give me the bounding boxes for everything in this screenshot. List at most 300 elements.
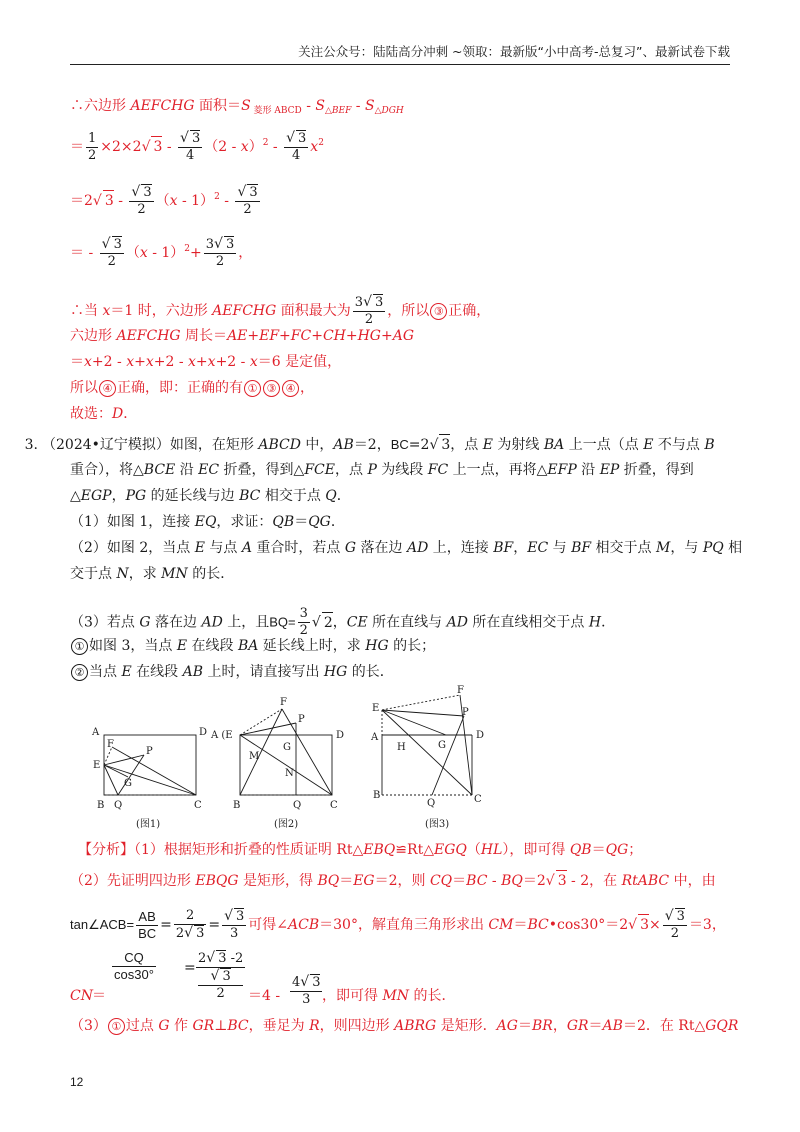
text: 是矩形，得	[238, 873, 318, 889]
text: 菱形 ABCD	[250, 106, 302, 116]
label-b: B	[373, 790, 381, 801]
solution-line-5	[70, 294, 490, 328]
text: 面积＝	[194, 98, 242, 114]
text: 相交于点	[260, 488, 326, 504]
text: -	[162, 139, 177, 155]
numerator: AB	[136, 909, 158, 926]
text: ＝	[452, 873, 467, 889]
text: △BEF	[325, 106, 352, 116]
text: ＝	[70, 139, 84, 155]
text: 所以	[70, 380, 98, 396]
text: x	[207, 354, 216, 370]
text: - 1）	[177, 193, 215, 209]
fraction	[298, 606, 310, 639]
text: - 1）	[147, 245, 185, 261]
text: CE	[346, 614, 368, 631]
text: 过点	[125, 1018, 159, 1034]
text: •cos30°＝2	[548, 917, 629, 933]
problem-statement-line-3	[70, 486, 351, 506]
text: ＝	[70, 354, 84, 370]
text: G	[139, 614, 151, 631]
text: N	[116, 566, 129, 582]
numerator: CQ	[112, 950, 156, 967]
text: GQR	[705, 1018, 739, 1034]
line-eg	[104, 765, 128, 777]
text: x	[169, 193, 178, 209]
label-n: N	[285, 768, 294, 779]
label-b: B	[97, 800, 105, 811]
text: EQ	[194, 514, 217, 530]
text: ），即可得	[502, 842, 570, 858]
text: ，	[300, 380, 314, 396]
text: ＝2，	[353, 437, 391, 453]
line-ep	[240, 723, 296, 735]
text: EP	[599, 462, 620, 478]
text: 相交于点	[591, 540, 657, 556]
solution-line-7	[70, 352, 341, 372]
denominator: 4	[292, 148, 301, 163]
radicand: 3	[222, 969, 231, 984]
text: 上，且	[222, 614, 270, 631]
label-a: A	[371, 732, 379, 743]
fraction: $\frac{4√ 3}{3}$	[292, 974, 321, 1007]
text: A	[241, 540, 252, 556]
label-c: C	[330, 800, 338, 811]
label-q: Q	[114, 800, 123, 811]
text: ACB	[288, 917, 320, 933]
circled-number: ④	[99, 380, 116, 397]
text: BCE	[143, 462, 176, 478]
text: 4	[292, 975, 301, 990]
figure-2-labels	[210, 697, 344, 830]
text: +2 -	[153, 354, 189, 370]
text: 的延长线与边	[146, 488, 240, 504]
text: ＝	[517, 1018, 532, 1034]
text: QG	[308, 514, 331, 530]
text: 重合），将△	[70, 462, 144, 478]
text: 3	[354, 295, 364, 310]
text: EG	[353, 873, 375, 889]
label-d: D	[199, 727, 208, 738]
page-header	[70, 40, 730, 65]
text: FC	[427, 462, 449, 478]
text: ，	[238, 245, 253, 261]
text: x	[84, 354, 92, 370]
denominator: cos30°	[114, 967, 154, 982]
solution-line-6	[70, 326, 414, 346]
text: EBQ	[363, 842, 396, 858]
label-p: P	[146, 746, 153, 757]
text: ABCD	[258, 437, 301, 453]
text: 2	[262, 138, 269, 148]
caption-figure-2: (图2)	[274, 819, 299, 830]
text: ．	[330, 514, 345, 530]
label-a: A	[92, 727, 100, 738]
text: H	[588, 614, 602, 631]
line-ec	[104, 765, 196, 795]
analysis-line-2: （2）先证明四边形 EBQG 是矩形，得 BQ＝EG＝2，则 CQ＝BC - BQ＝2√ 3 - 2，在 RtABC 中，由	[70, 870, 716, 891]
text: HG	[323, 664, 348, 680]
text: AD	[201, 614, 223, 631]
text: x	[240, 139, 249, 155]
text: RtABC	[621, 873, 670, 889]
line-pq	[118, 755, 144, 795]
text: 2	[318, 138, 324, 148]
text: +2 -	[215, 354, 250, 370]
text: -	[268, 139, 283, 155]
radicand: 3	[556, 870, 567, 891]
text: E	[176, 638, 188, 654]
solution-line-8	[70, 378, 314, 398]
text: ，	[111, 488, 126, 504]
denominator: BC	[138, 925, 157, 941]
question-1	[70, 512, 345, 532]
text: 折叠，得到	[619, 462, 694, 478]
text: ＝ -	[70, 245, 98, 261]
fraction: $\frac{3√ 3}{2}$	[205, 236, 235, 269]
label-d: D	[476, 730, 485, 741]
fraction: $\frac{√ 3}{2}$	[664, 908, 685, 941]
text: 折叠，得到△	[219, 462, 305, 478]
text: ，即可得	[322, 988, 383, 1004]
radicand: 3	[312, 975, 321, 990]
text: AEFCHG	[116, 328, 181, 344]
text: PG	[125, 488, 147, 504]
text: EC	[527, 540, 549, 556]
text: （2 -	[204, 139, 241, 155]
text: 作	[169, 1018, 193, 1034]
denominator: 2	[88, 147, 97, 163]
text: -	[113, 193, 128, 209]
text: ＝2．在 Rt△	[622, 1018, 706, 1034]
text: x	[126, 354, 135, 370]
text: 落在边	[150, 614, 202, 631]
text: 的长．	[187, 566, 235, 582]
radicand: 3	[439, 434, 450, 455]
text: ＝2	[522, 873, 546, 889]
text: +	[134, 354, 146, 370]
text: -	[351, 98, 365, 114]
text: 如图 3，当点	[89, 638, 177, 654]
denominator: 2	[299, 623, 308, 638]
text: B	[704, 437, 715, 453]
question-2	[70, 538, 742, 558]
text: =	[208, 917, 221, 933]
solution-line-9	[70, 404, 137, 424]
line-ec	[382, 710, 472, 795]
text: ∴六边形	[70, 98, 131, 114]
text: Q	[325, 488, 337, 504]
text: BQ	[317, 873, 340, 889]
text: ．	[123, 406, 138, 422]
text: AB	[602, 1018, 623, 1034]
text: +2 -	[91, 354, 127, 370]
text: P	[367, 462, 377, 478]
fraction-nested: 2√ 3 -2 √ 3 2	[198, 950, 244, 1001]
radicand: 3	[196, 926, 205, 941]
solution-line-4	[70, 236, 252, 270]
denominator: 2	[670, 926, 679, 941]
text: QB	[272, 514, 295, 530]
numerator: 3	[299, 606, 308, 621]
text: 重合时，若点	[251, 540, 345, 556]
text: 落在边	[356, 540, 407, 556]
figure-3	[382, 695, 472, 795]
fraction: $\frac{√ 3}{2}$	[131, 184, 152, 217]
radicand: 3	[638, 914, 649, 935]
caption-figure-1: (图1)	[136, 819, 161, 830]
denominator: 2	[107, 254, 116, 269]
text: BF	[571, 540, 592, 556]
text: BR	[531, 1018, 553, 1034]
label-c: C	[194, 800, 202, 811]
problem-statement-line-1: 3. （2024•辽宁模拟）如图，在矩形 ABCD 中，AB＝2，BC=2√ 3，点 E 为射线 BA 上一点（点 E 不与点 B	[10, 434, 715, 455]
denominator: 2	[243, 202, 252, 217]
fraction: $\frac{√ 3}{4}$	[180, 130, 201, 163]
radicand: 3	[143, 185, 152, 200]
text: -	[487, 873, 502, 889]
analysis-line-1	[78, 840, 642, 860]
fraction: $\frac{√ 3}{2}$	[237, 184, 258, 217]
text: （2024•辽宁模拟）如图，在矩形	[42, 437, 259, 453]
label-g: G	[438, 740, 446, 751]
text: ＝4 -	[248, 988, 281, 1004]
text: △DGH	[374, 106, 404, 116]
text: ，	[513, 540, 528, 556]
text: 是矩形．	[436, 1018, 497, 1034]
text: =2	[408, 437, 430, 453]
text: ＝1 时，六边形	[110, 303, 213, 319]
text: 在线段	[187, 638, 238, 654]
text: ⊥	[214, 1018, 228, 1034]
text: AD	[446, 614, 468, 631]
text: 的长．	[347, 664, 394, 680]
text: ＝6 是定值，	[257, 354, 342, 370]
radicand: 3	[218, 951, 227, 966]
text: ，求	[128, 566, 162, 582]
text: 与	[548, 540, 572, 556]
radicand: 3	[298, 131, 307, 146]
text: ＝3，	[688, 917, 726, 933]
text: ，垂足为	[248, 1018, 310, 1034]
text: ≌Rt△	[395, 842, 434, 858]
denominator: 2	[364, 312, 374, 327]
figure-3-labels	[370, 685, 484, 830]
text: EBQG	[195, 873, 239, 889]
text: 上一点，再将△	[448, 462, 548, 478]
text: 与点	[204, 540, 242, 556]
text: 的长；	[388, 638, 436, 654]
text: PQ	[702, 540, 724, 556]
denominator: 2	[215, 254, 225, 269]
rectangle-abcd	[104, 735, 196, 795]
line-ef	[382, 695, 460, 710]
text: ＝	[92, 988, 106, 1004]
text: x	[139, 245, 148, 261]
text: AE+EF+FC+CH+HG+AG	[227, 328, 415, 344]
text: BA	[543, 437, 565, 453]
text: ＝2，则	[374, 873, 430, 889]
text: ，所以	[387, 303, 430, 319]
text: 相	[723, 540, 743, 556]
analysis-line-5	[70, 1016, 738, 1036]
text: 2	[175, 926, 185, 941]
text: 沿	[175, 462, 199, 478]
text: D	[112, 406, 124, 422]
label-b: B	[233, 800, 241, 811]
radicand: 3	[676, 909, 685, 924]
text: -2	[226, 951, 244, 966]
circled-number: ③	[263, 380, 280, 397]
text: 故选：	[70, 406, 112, 422]
text: 上时，请直接写出	[203, 664, 324, 680]
fraction: $\frac{2}{2√ 3}$	[175, 908, 205, 941]
text: 当点	[89, 664, 122, 680]
text: 3	[205, 237, 215, 252]
analysis-tag: 【分析】	[78, 842, 134, 858]
text: 2	[198, 951, 207, 966]
denominator: 2	[216, 986, 225, 1001]
analysis-line-4	[70, 950, 670, 1008]
text: 所在直线相交于点	[467, 614, 589, 631]
text: （	[466, 842, 481, 858]
text: AG	[496, 1018, 518, 1034]
text: ＝	[513, 917, 528, 933]
fraction: $\frac{3√ 3}{2}$	[354, 294, 384, 327]
text: ）	[248, 139, 263, 155]
text: ，点	[450, 437, 483, 453]
text: HG	[365, 638, 389, 654]
text: （3）若点	[70, 614, 140, 631]
text: ．	[336, 488, 351, 504]
text: （	[155, 193, 170, 209]
text: G	[344, 540, 357, 556]
text: G	[158, 1018, 170, 1034]
circled-number: ④	[282, 380, 299, 397]
text: （2）如图 2，当点	[70, 540, 195, 556]
line-eq	[104, 765, 118, 795]
text: R	[309, 1018, 320, 1034]
radicand: 3	[249, 185, 258, 200]
text: 上，连接	[428, 540, 494, 556]
circled-number: ①	[108, 1018, 125, 1035]
text: GR	[192, 1018, 215, 1034]
text: AB	[182, 664, 203, 680]
figures	[90, 685, 510, 835]
text: E	[194, 540, 205, 556]
question-3-part-2	[70, 662, 394, 682]
text: ，与	[670, 540, 703, 556]
text: - 2，在	[566, 873, 622, 889]
fraction	[112, 950, 156, 983]
caption-figure-3: (图3)	[425, 819, 450, 830]
text: 延长线上时，求	[258, 638, 366, 654]
label-d: D	[336, 730, 345, 741]
fraction	[86, 131, 98, 164]
text: （1）如图 1，连接	[70, 514, 195, 530]
text: ＝	[588, 1018, 603, 1034]
text: CN	[70, 988, 93, 1004]
text: CM	[488, 917, 514, 933]
text: BF	[493, 540, 514, 556]
text: =	[160, 917, 172, 933]
text: AD	[406, 540, 429, 556]
text: x	[310, 139, 319, 155]
text: x	[188, 354, 196, 370]
text: S	[365, 98, 375, 114]
text: 2	[184, 244, 191, 254]
numerator: 2	[174, 908, 206, 925]
label-f: F	[107, 739, 114, 750]
solution-line-2: ＝ $\frac{1}{2}$ ×2×2√ 3 - $\frac{√ 3}{4}$ （2 - x）$^2$ - $\frac{√ 3}{4}$ $x^2$	[70, 130, 324, 163]
text: ＝	[294, 514, 309, 530]
label-m: M	[249, 751, 260, 762]
radicand: 3	[151, 136, 162, 157]
text: （3）	[70, 1018, 107, 1034]
fraction	[136, 909, 158, 942]
text: 中，由	[669, 873, 716, 889]
fraction: $\frac{√ 3}{3}$	[224, 908, 245, 941]
text: tan∠ACB=	[70, 917, 135, 932]
text: S	[315, 98, 325, 114]
text: 不与点	[653, 437, 705, 453]
problem-number: 3.	[24, 437, 38, 453]
text: E	[643, 437, 654, 453]
label-g: G	[124, 778, 132, 789]
text: 的长．	[409, 988, 456, 1004]
text: -	[219, 193, 234, 209]
figure-1	[104, 735, 196, 795]
radicand: 3	[236, 909, 245, 924]
text: BC	[239, 488, 261, 504]
text: ＝2	[70, 193, 93, 209]
analysis-line-3: tan∠ACB= $\frac{AB}{BC}$ = $\frac{2}{2√ 3}$ = $\frac{√ 3}{3}$ 可得∠ACB＝30°，解直角三角形求出 CM＝BC•cos30°＝2√ 3× $\frac{√ 3}{2}$ ＝3，	[70, 908, 726, 941]
label-f: F	[280, 697, 287, 708]
label-g: G	[283, 742, 291, 753]
text: MN	[161, 566, 188, 582]
text: 2	[214, 192, 220, 202]
label-p: P	[462, 707, 469, 718]
fraction: $\frac{√ 3}{2}$	[101, 236, 122, 269]
text: 周长＝	[180, 328, 228, 344]
solution-line-1	[70, 96, 404, 118]
text: AEFCHG	[130, 98, 195, 114]
text: MN	[382, 988, 410, 1004]
figure-1-labels	[91, 727, 207, 830]
text: 为射线	[492, 437, 544, 453]
text: 中，	[300, 437, 334, 453]
text: ，求证：	[216, 514, 273, 530]
text: HL	[480, 842, 503, 858]
radicand: 3	[191, 131, 201, 146]
question-3: （3）若点 G 落在边 AD 上，且BQ= $\frac{3}{2}$ √ 2，CE 所在直线与 AD 所在直线相交于点 H．	[70, 606, 616, 638]
label-q: Q	[427, 798, 436, 809]
text: BC	[390, 437, 409, 452]
fraction: $\frac{√ 3}{4}$	[286, 130, 307, 163]
circled-number: ①	[244, 380, 261, 397]
text: 交于点	[70, 566, 117, 582]
label-e: E	[372, 703, 380, 714]
text: EC	[198, 462, 220, 478]
denominator: 3	[230, 926, 239, 941]
text: =	[184, 960, 196, 976]
label-a-e: A (E	[211, 730, 233, 741]
radicand: 3	[374, 295, 384, 310]
text: 在线段	[131, 664, 183, 680]
text: 正确，即：正确的有	[117, 380, 243, 396]
label-f: F	[457, 685, 464, 696]
text: BQ	[501, 873, 523, 889]
